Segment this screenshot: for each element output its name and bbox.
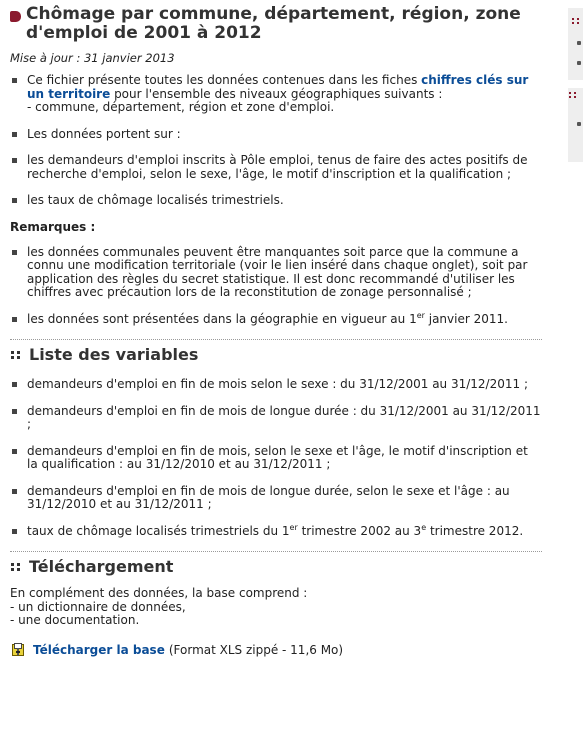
section-dots-icon — [11, 563, 21, 571]
download-format: (Format XLS zippé - 11,6 Mo) — [168, 642, 344, 657]
remark-item: les données communales peuvent être manquantes soit parce que la commune a connu une modification territoriale (voir le lien inséré dans chaque onglet), soit par application des règles du secret statistique. Il est donc recommandé d'utiliser les chiffres avec précaution lors de la reconstitution de zonage personnalisé ; — [10, 246, 542, 300]
sidebar-box — [568, 88, 583, 162]
remarks-list — [10, 246, 542, 327]
variable-item: demandeurs d'emploi en fin de mois, selon le sexe et l'âge, le motif d'inscription et la qualification : au 31/12/2010 et au 31/12/2011 ; — [10, 445, 542, 472]
download-section-header — [10, 551, 542, 576]
intro-text-before: Ce fichier présente toutes les données contenues dans les fiches — [27, 73, 422, 87]
main-content — [10, 0, 542, 657]
download-intro-line: En complément des données, la base comprend : — [10, 586, 308, 600]
variable-sup-2: e — [421, 522, 427, 532]
remark-item — [10, 310, 542, 327]
download-intro-line: - une documentation. — [10, 613, 140, 627]
download-title: Téléchargement — [29, 557, 174, 576]
sidebar-dots-icon — [572, 18, 580, 24]
remarks-heading: Remarques : — [10, 219, 96, 234]
remark-sup: er — [416, 310, 425, 320]
section-dots-icon — [11, 351, 21, 359]
sidebar-box — [568, 8, 583, 80]
intro-text-after: pour l'ensemble des niveaux géographiques suivants : — [110, 86, 443, 101]
title-bullet-icon — [10, 11, 21, 22]
chiffres-cles-link[interactable]: chiffres clés sur un territoire — [27, 73, 529, 101]
intro-item: Les données portent sur : — [10, 128, 542, 142]
sidebar-dots-icon — [569, 92, 577, 98]
variable-text-b: trimestre 2002 au 3 — [297, 523, 422, 538]
intro-item — [10, 74, 542, 115]
sidebar-bullet-icon — [577, 122, 581, 126]
variable-item: demandeurs d'emploi en fin de mois selon le sexe : du 31/12/2001 au 31/12/2011 ; — [10, 378, 542, 392]
download-row — [10, 643, 542, 657]
variable-text-a: taux de chômage localisés trimestriels du 1 — [27, 523, 290, 538]
zip-file-icon[interactable] — [12, 643, 25, 656]
sidebar-bullet-icon — [577, 41, 581, 45]
download-intro — [10, 587, 542, 628]
page-title — [26, 5, 542, 43]
variable-item — [10, 522, 542, 539]
intro-list — [10, 74, 542, 208]
right-sidebar — [568, 0, 583, 744]
intro-item: les taux de chômage localisés trimestriels. — [10, 194, 542, 208]
variables-list — [10, 378, 542, 538]
variable-item: demandeurs d'emploi en fin de mois de longue durée : du 31/12/2001 au 31/12/2011 ; — [10, 405, 542, 432]
variables-title: Liste des variables — [29, 345, 199, 364]
download-link[interactable]: Télécharger la base — [33, 642, 165, 657]
page-title-line1: Chômage par commune, département, région, zone — [26, 4, 521, 24]
variables-section-header — [10, 339, 542, 364]
page-title-row — [10, 5, 542, 43]
intro-item: les demandeurs d'emploi inscrits à Pôle emploi, tenus de faire des actes positifs de recherche d'emploi, selon le sexe, l'âge, le motif d'inscription et la qualification ; — [10, 154, 542, 181]
variable-text-c: trimestre 2012. — [426, 523, 524, 538]
download-intro-line: - un dictionnaire de données, — [10, 599, 186, 614]
sidebar-bullet-icon — [577, 61, 581, 65]
intro-levels: - commune, département, région et zone d'emploi. — [27, 100, 335, 114]
remark-text-end: janvier 2011. — [424, 311, 508, 326]
page-title-line2: d'emploi de 2001 à 2012 — [26, 23, 262, 43]
update-date: Mise à jour : 31 janvier 2013 — [10, 51, 175, 65]
variable-sup-1: er — [289, 522, 298, 532]
variable-item: demandeurs d'emploi en fin de mois de longue durée, selon le sexe et l'âge : au 31/12/2010 et au 31/12/2011 ; — [10, 485, 542, 512]
remark-text: les données sont présentées dans la géographie en vigueur au 1 — [27, 311, 417, 326]
